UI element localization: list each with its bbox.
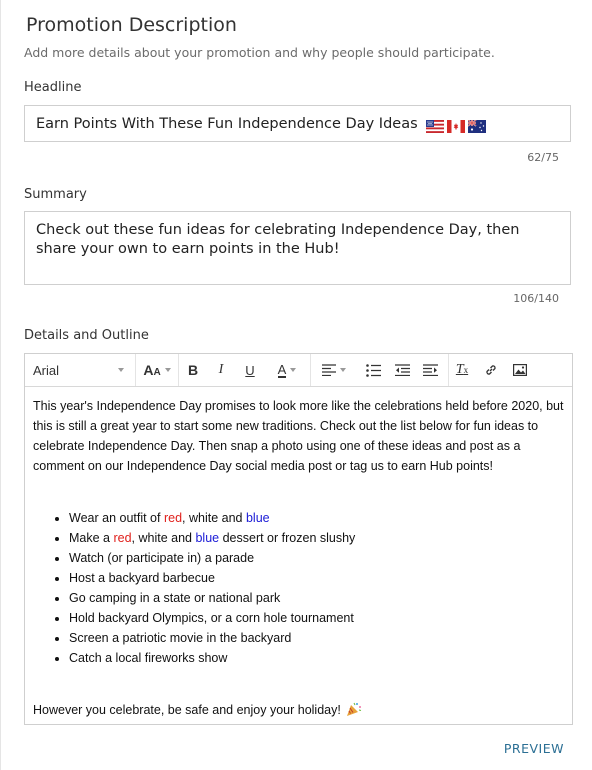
align-left-icon — [322, 364, 336, 376]
summary-textarea[interactable]: Check out these fun ideas for celebrating Independence Day, then share your own to earn points in the Hub! — [24, 211, 571, 285]
image-icon — [513, 364, 527, 376]
summary-char-counter: 106/140 — [513, 292, 559, 305]
toolbar-divider — [135, 354, 136, 386]
clear-format-button[interactable] — [451, 354, 473, 386]
clear-format-icon: Tx — [455, 362, 469, 377]
bullet-list-icon — [366, 364, 381, 377]
list-item: • Make a red, white and blue dessert or frozen slushy — [69, 528, 564, 548]
list-item: • Host a backyard barbecue — [69, 568, 564, 588]
ideas-list — [33, 508, 564, 668]
headline-input[interactable] — [24, 105, 571, 142]
outdent-icon — [395, 364, 410, 376]
red-text: red — [163, 511, 183, 525]
font-color-button[interactable] — [269, 354, 305, 386]
outdent-button[interactable] — [389, 354, 415, 386]
chevron-down-icon — [165, 368, 171, 372]
link-icon — [484, 363, 498, 377]
insert-image-button[interactable] — [509, 354, 531, 386]
toolbar-divider — [310, 354, 311, 386]
underline-icon: U — [245, 362, 255, 378]
section-title: Promotion Description — [26, 14, 237, 36]
rich-text-editor — [24, 353, 573, 725]
editor-content[interactable] — [25, 387, 572, 720]
bold-icon: B — [187, 362, 199, 378]
toolbar-divider — [448, 354, 449, 386]
list-item: • Wear an outfit of red, white and blue — [69, 508, 564, 528]
party-popper-emoji — [346, 701, 362, 717]
chevron-down-icon — [118, 368, 124, 372]
chevron-down-icon — [290, 368, 296, 372]
list-item: • Watch (or participate in) a parade — [69, 548, 564, 568]
preview-button[interactable]: PREVIEW — [503, 741, 564, 756]
list-item: • Hold backyard Olympics, or a corn hole tournament — [69, 608, 564, 628]
canada-flag-emoji — [447, 120, 465, 133]
intro-paragraph: This year's Independence Day promises to look more like the celebrations held before 2020, but this is still a great year to start some new traditions. Check out the list below for fun ideas to celebrate Independence Day. Then snap a photo using one of these ideas and post as a comment on our Independence Day social media post or tag us to earn Hub points! — [33, 399, 564, 473]
red-text: red — [113, 531, 132, 545]
section-subtitle: Add more details about your promotion and why people should participate. — [24, 45, 495, 60]
font-family-select[interactable] — [25, 354, 130, 386]
list-item: • Catch a local fireworks show — [69, 648, 564, 668]
closing-paragraph: However you celebrate, be safe and enjoy your holiday! — [33, 700, 564, 720]
us-flag-emoji — [426, 120, 444, 133]
blue-text: blue — [245, 511, 270, 525]
editor-toolbar — [25, 354, 572, 387]
blue-text: blue — [195, 531, 220, 545]
indent-button[interactable] — [417, 354, 443, 386]
australia-flag-emoji — [468, 120, 486, 133]
bullet-list-button[interactable] — [360, 354, 386, 386]
indent-icon — [423, 364, 438, 376]
font-family-value: Arial — [33, 362, 60, 378]
details-label: Details and Outline — [24, 328, 149, 343]
font-size-icon: AA — [143, 362, 161, 378]
underline-button[interactable] — [240, 354, 260, 386]
font-color-icon: A — [277, 361, 287, 377]
list-item: • Screen a patriotic movie in the backyard — [69, 628, 564, 648]
chevron-down-icon — [340, 368, 346, 372]
insert-link-button[interactable] — [480, 354, 502, 386]
bold-button[interactable] — [183, 354, 203, 386]
italic-icon: I — [218, 362, 224, 377]
headline-value: Earn Points With These Fun Independence Day Ideas — [36, 116, 418, 132]
headline-flags — [426, 118, 489, 134]
list-item: • Go camping in a state or national park — [69, 588, 564, 608]
summary-label: Summary — [24, 187, 87, 202]
panel-left-border — [0, 0, 1, 770]
font-size-button[interactable] — [141, 354, 173, 386]
headline-label: Headline — [24, 80, 82, 95]
headline-char-counter: 62/75 — [527, 151, 559, 164]
toolbar-divider — [178, 354, 179, 386]
align-button[interactable] — [316, 354, 352, 386]
italic-button[interactable] — [211, 354, 231, 386]
